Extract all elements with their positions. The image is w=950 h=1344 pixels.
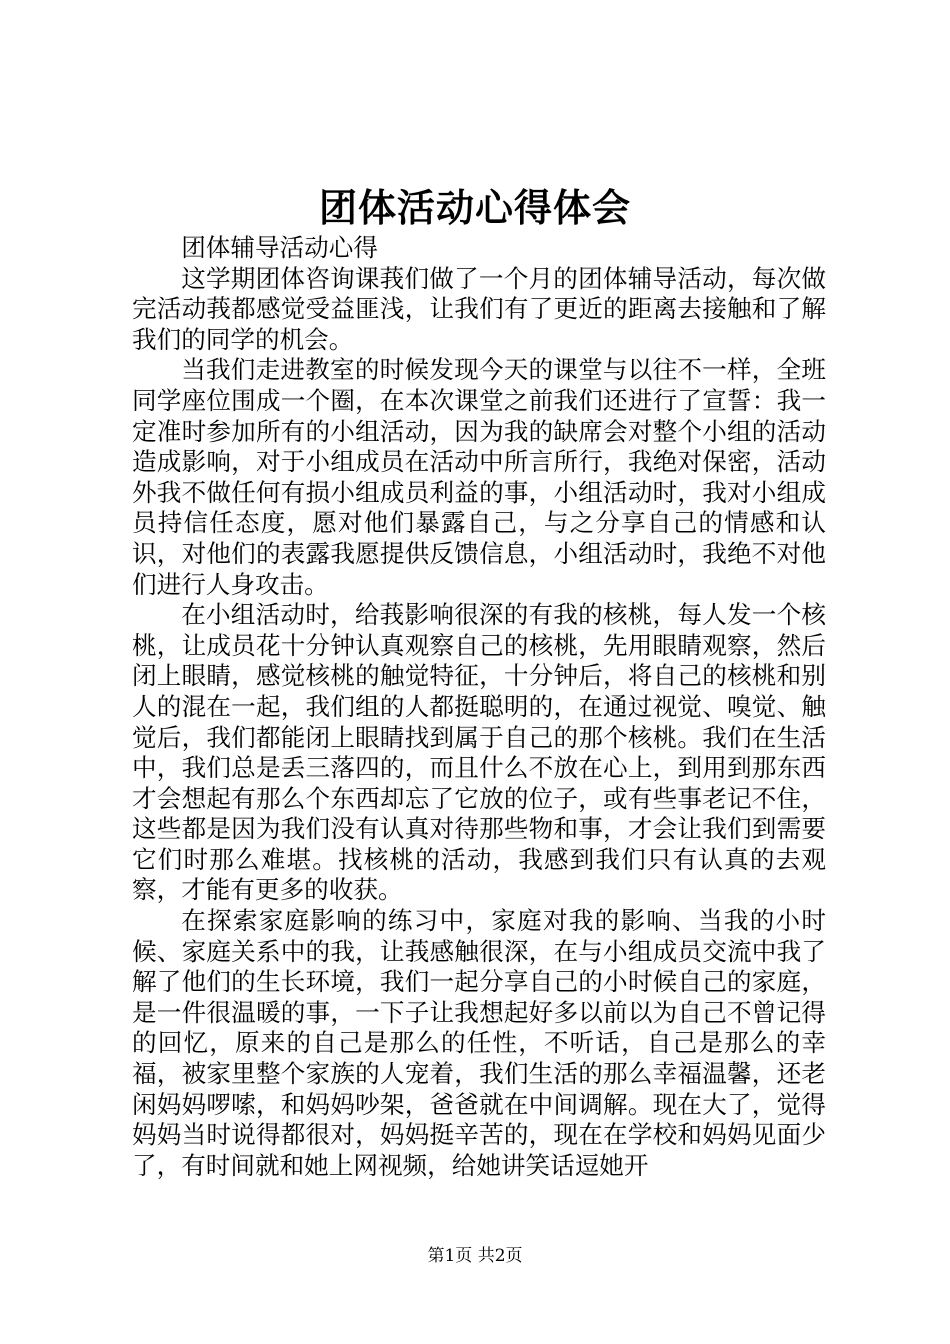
paragraph-2: 当我们走进教室的时候发现今天的课堂与以往不一样，全班同学座位围成一个圈，在本次课堂之前我们还进行了宣誓：我一定准时参加所有的小组活动，因为我的缺席会对整个小组的活动造成影响，对于小组成员在活动中所言所行，我绝对保密，活动外我不做任何有损小组成员利益的事，小组活动时，我对小组成员持信任态度，愿对他们暴露自己，与之分享自己的情感和认识，对他们的表露我愿提供反馈信息，小组活动时，我绝不对他们进行人身攻击。	[132, 355, 826, 599]
document-body	[132, 233, 826, 1181]
paragraph-3: 在小组活动时，给莪影响很深的有我的核桃，每人发一个核桃，让成员花十分钟认真观察自己的核桃，先用眼睛观察，然后闭上眼睛，感觉核桃的触觉特征，十分钟后，将自己的核桃和别人的混在一起，我们组的人都挺聪明的，在通过视觉、嗅觉、触觉后，我们都能闭上眼睛找到属于自己的那个核桃。我们在生活中，我们总是丢三落四的，而且什么不放在心上，到用到那东西才会想起有那么个东西却忘了它放的位子，或有些事老记不住，这些都是因为我们没有认真对待那些物和事，才会让我们到需要它们时那么难堪。找核桃的活动，我感到我们只有认真的去观察，才能有更多的收获。	[132, 600, 826, 905]
page-footer: 第1页 共2页	[427, 1246, 523, 1266]
paragraph-1: 这学期团体咨询课莪们做了一个月的团体辅导活动，每次做完活动莪都感觉受益匪浅，让我们有了更近的距离去接触和了解我们的同学的机会。	[132, 263, 826, 354]
document-title: 团体活动心得体会	[318, 185, 631, 230]
paragraph-4: 在探索家庭影响的练习中，家庭对我的影响、当我的小时候、家庭关系中的我，让莪感触很深，在与小组成员交流中我了解了他们的生长环境，我们一起分享自己的小时候自己的家庭，是一件很温暖的事，一下子让我想起好多以前以为自己不曾记得的回忆，原来的自己是那么的任性，不听话，自己是那么的幸福，被家里整个家族的人宠着，我们生活的那么幸福温馨，还老闲妈妈啰嗦，和妈妈吵架，爸爸就在中间调解。现在大了，觉得妈妈当时说得都很对，妈妈挺辛苦的，现在在学校和妈妈见面少了，有时间就和她上网视频，给她讲笑话逗她开	[132, 906, 826, 1180]
subtitle: 团体辅导活动心得	[181, 233, 378, 262]
